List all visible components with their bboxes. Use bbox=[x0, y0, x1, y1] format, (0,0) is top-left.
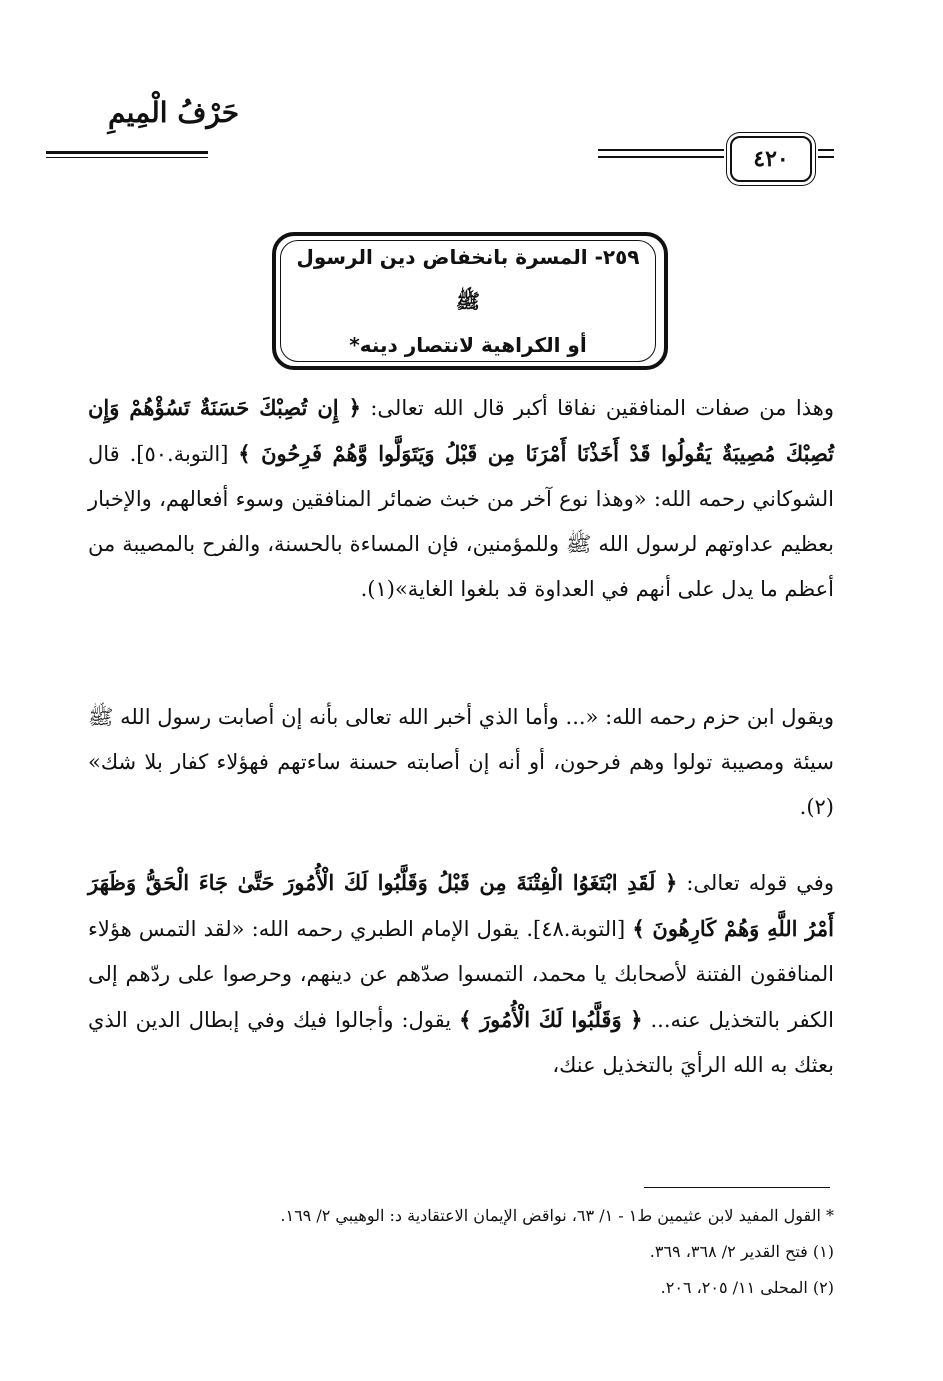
quran-verse-tawbah-50: ﴿ إِن تُصِبْكَ حَسَنَةٌ تَسُؤْهُمْ وَإِن تُصِبْكَ مُصِيبَةٌ يَقُولُوا قَدْ أَخَذْنَا أَمْرَنَا مِن قَبْلُ وَيَتَوَلَّوا وَّهُمْ فَرِحُونَ ﴾ bbox=[88, 395, 835, 466]
chapter-title-line-1: ٢٥٩- المسرة بانخفاض دين الرسول ﷺ bbox=[296, 245, 640, 313]
header-double-rule-left bbox=[598, 149, 724, 158]
footnote-star: * القول المفيد لابن عثيمين ط١ - ١/ ٦٣، نواقض الإيمان الاعتقادية د: الوهيبي ٢/ ١٦٩. bbox=[280, 1206, 834, 1225]
paragraph-2 bbox=[88, 695, 834, 830]
paragraph-2-text: ويقول ابن حزم رحمه الله: «... وأما الذي أخبر الله تعالى بأنه إن أصابت رسول الله ﷺ سيئة ومصيبة تولوا وهم فرحون، أو أنه إن أصابته حسنة ساءتهم فهؤلاء كفار بلا شك» (٢). bbox=[88, 705, 834, 819]
paragraph-3-rest-2: يقول: وأجالوا فيك وفي إبطال الدين الذي بعثك به الله الرأيَ بالتخذيل عنك، bbox=[88, 1008, 834, 1077]
chapter-title bbox=[280, 240, 656, 362]
footnotes bbox=[110, 1198, 834, 1306]
running-title: حَرْفُ الْمِيمِ bbox=[108, 96, 240, 129]
footnote-1: (١) فتح القدير ٢/ ٣٦٨، ٣٦٩. bbox=[649, 1242, 834, 1261]
paragraph-3-lead: وفي قوله تعالى: bbox=[677, 871, 834, 895]
paragraph-3 bbox=[88, 860, 834, 1088]
chapter-title-line-2: أو الكراهية لانتصار دينه* bbox=[349, 333, 587, 357]
paragraph-1-lead: وهذا من صفات المنافقين نفاقا أكبر قال الله تعالى: bbox=[360, 396, 834, 420]
paragraph-3-rest: [التوبة.٤٨]. يقول الإمام الطبري رحمه الله: «لقد التمس هؤلاء المنافقون الفتنة لأصحابك يا محمد، التمسوا صدّهم عن دينهم، وحرصوا على ردّهم إلى الكفر بالتخذيل عنه... bbox=[88, 917, 834, 1032]
header-double-rule-right bbox=[818, 149, 834, 158]
running-title-rule bbox=[46, 151, 208, 154]
quran-verse-excerpt: ﴿ وَقَلَّبُوا لَكَ الْأُمُورَ ﴾ bbox=[459, 1007, 643, 1032]
running-title-rule-thin bbox=[46, 157, 208, 158]
paragraph-1 bbox=[88, 385, 834, 612]
quran-verse-tawbah-48: ﴿ لَقَدِ ابْتَغَوُا الْفِتْنَةَ مِن قَبْلُ وَقَلَّبُوا لَكَ الْأُمُورَ حَتَّىٰ جَاءَ الْحَقُّ وَظَهَرَ أَمْرُ اللَّهِ وَهُمْ كَارِهُونَ ﴾ bbox=[88, 870, 834, 941]
page-number: ٤٢٠ bbox=[730, 136, 812, 182]
paragraph-1-rest: [التوبة.٥٠]. قال الشوكاني رحمه الله: «وهذا نوع آخر من خبث ضمائر المنافقين وسوء أفعالهم، والإخبار بعظيم عداوتهم لرسول الله ﷺ وللمؤمنين، فإن المساءة بالحسنة، والفرح بالمصيبة من أعظم ما يدل على أنهم في العداوة قد بلغوا الغاية»(١). bbox=[88, 442, 834, 601]
footnote-separator bbox=[644, 1187, 830, 1188]
footnote-2: (٢) المحلى ١١/ ٢٠٥، ٢٠٦. bbox=[660, 1278, 834, 1297]
